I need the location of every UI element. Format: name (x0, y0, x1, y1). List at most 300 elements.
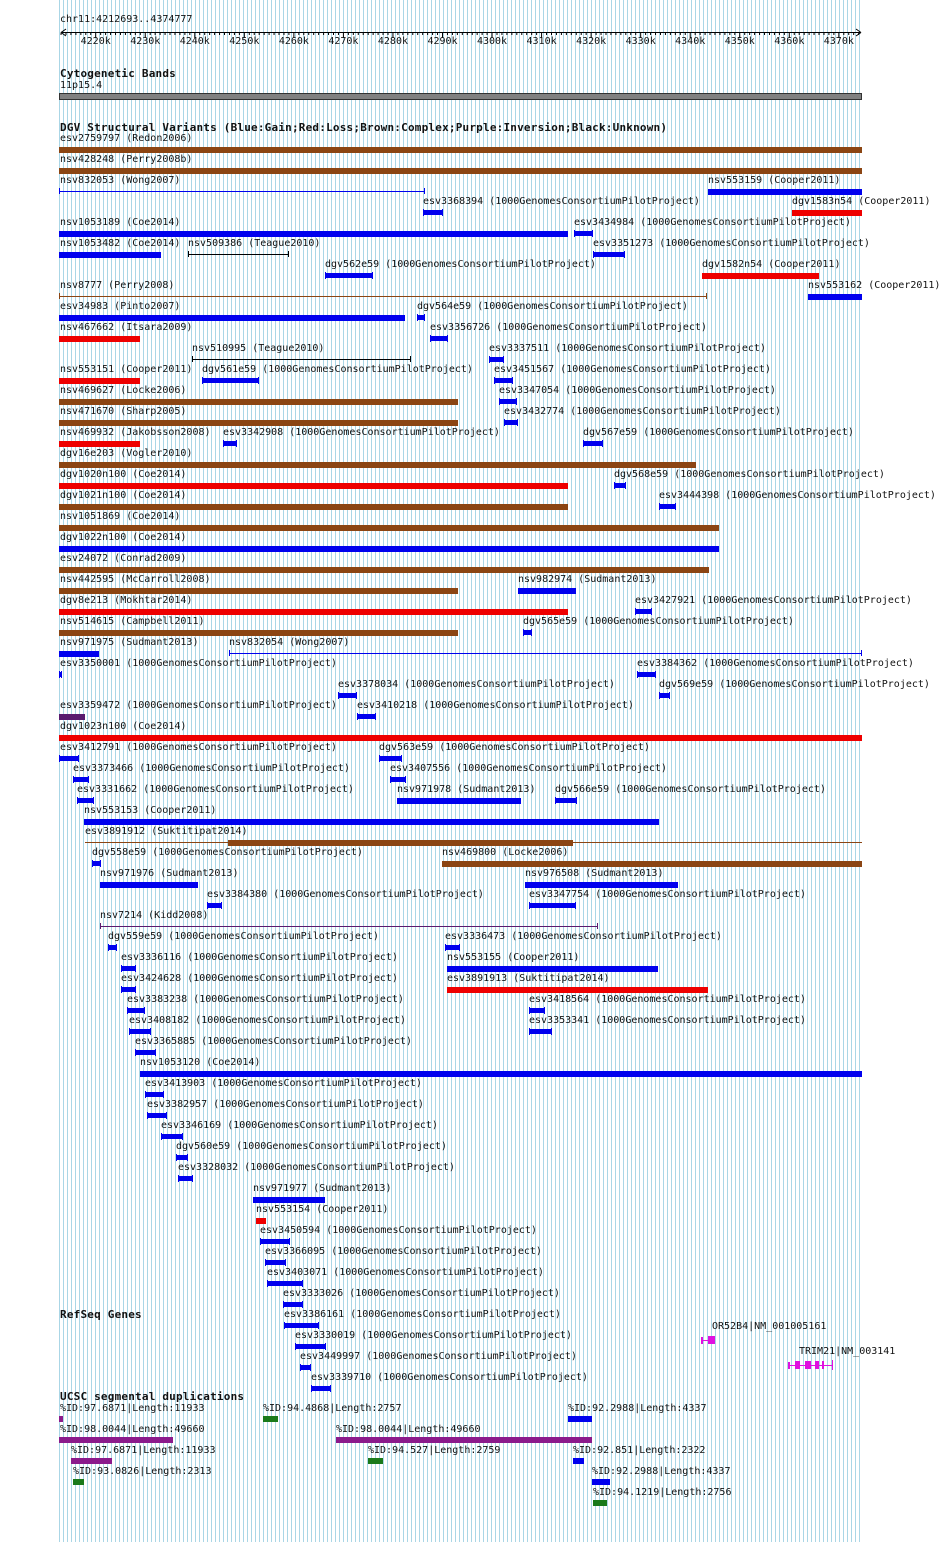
dgv-feature-cap[interactable] (504, 419, 505, 426)
dgv-feature-bar[interactable] (59, 714, 85, 720)
dgv-feature-cap[interactable] (624, 251, 625, 258)
dgv-feature-cap[interactable] (489, 356, 490, 363)
dgv-feature-block[interactable] (490, 357, 503, 362)
dgv-feature-block[interactable] (266, 1260, 285, 1265)
dgv-feature-bar[interactable] (140, 1071, 862, 1077)
dgv-feature-cap[interactable] (178, 1175, 179, 1182)
dgv-feature-cap[interactable] (445, 944, 446, 951)
dgv-feature-block[interactable] (424, 210, 442, 215)
segdup-bar[interactable] (59, 1437, 173, 1443)
dgv-feature-cap[interactable] (575, 902, 576, 909)
dgv-feature-cap[interactable] (61, 671, 62, 678)
dgv-feature-cap[interactable] (517, 419, 518, 426)
dgv-feature-cap[interactable] (592, 230, 593, 237)
segdup-bar[interactable] (73, 1479, 84, 1485)
dgv-feature-cap[interactable] (150, 1028, 151, 1035)
dgv-feature-bar[interactable] (59, 420, 458, 426)
dgv-feature-cap[interactable] (202, 377, 203, 384)
dgv-feature-block[interactable] (162, 1134, 182, 1139)
dgv-feature-cap[interactable] (405, 776, 406, 783)
dgv-feature-bar[interactable] (59, 651, 99, 657)
dgv-feature-bar[interactable] (442, 861, 862, 867)
dgv-feature-label: esv3412791 (1000GenomesConsortiumPilotProject) (60, 742, 337, 753)
dgv-feature-bar[interactable] (59, 252, 161, 258)
dgv-feature-cap[interactable] (92, 860, 93, 867)
dgv-feature-line-cap[interactable] (288, 251, 289, 257)
dgv-feature-label: dgv561e59 (1000GenomesConsortiumPilotProject) (202, 364, 473, 375)
dgv-feature-cap[interactable] (614, 482, 615, 489)
dgv-feature-block[interactable] (74, 777, 88, 782)
dgv-feature-cap[interactable] (283, 1301, 284, 1308)
dgv-feature-cap[interactable] (93, 797, 94, 804)
dgv-feature-line[interactable] (59, 296, 707, 297)
dgv-feature-cap[interactable] (121, 965, 122, 972)
dgv-feature-label: esv3333026 (1000GenomesConsortiumPilotProject) (283, 1288, 560, 1299)
segdup-bar[interactable] (568, 1416, 592, 1422)
dgv-feature-label: nsv982974 (Sudmant2013) (518, 574, 657, 585)
dgv-feature-bar[interactable] (702, 273, 819, 279)
dgv-feature-block[interactable] (660, 693, 669, 698)
dgv-feature-cap[interactable] (430, 335, 431, 342)
dgv-feature-label: esv3347054 (1000GenomesConsortiumPilotProject) (499, 385, 776, 396)
dgv-feature-bar[interactable] (59, 147, 862, 153)
segdup-bar[interactable] (592, 1479, 610, 1485)
dgv-feature-cap[interactable] (73, 776, 74, 783)
dgv-feature-label: esv3351273 (1000GenomesConsortiumPilotProject) (593, 238, 870, 249)
dgv-feature-block[interactable] (530, 903, 575, 908)
dgv-feature-cap[interactable] (574, 230, 575, 237)
dgv-feature-line-cap[interactable] (424, 188, 425, 194)
dgv-feature-block[interactable] (109, 945, 116, 950)
dgv-feature-cap[interactable] (318, 1322, 319, 1329)
dgv-feature-cap[interactable] (265, 1259, 266, 1266)
dgv-feature-block[interactable] (636, 609, 651, 614)
dgv-feature-cap[interactable] (78, 755, 79, 762)
dgv-feature-cap[interactable] (182, 1133, 183, 1140)
dgv-feature-cap[interactable] (155, 1049, 156, 1056)
dgv-feature-cap[interactable] (531, 629, 532, 636)
dgv-feature-cap[interactable] (494, 377, 495, 384)
dgv-feature-block[interactable] (136, 1050, 155, 1055)
track-title-dgv[interactable]: DGV Structural Variants (Blue:Gain;Red:Loss;Brown:Complex;Purple:Inversion;Black:Unknown) (60, 121, 668, 134)
dgv-feature-cap[interactable] (529, 1007, 530, 1014)
dgv-feature-cap[interactable] (669, 692, 670, 699)
dgv-feature-cap[interactable] (289, 1238, 290, 1245)
dgv-feature-cap[interactable] (88, 776, 89, 783)
dgv-feature-cap[interactable] (424, 314, 425, 321)
dgv-feature-label: nsv553154 (Cooper2011) (256, 1204, 389, 1215)
dgv-feature-line-cap[interactable] (59, 293, 60, 299)
dgv-feature-bar[interactable] (59, 441, 140, 447)
dgv-feature-block[interactable] (261, 1239, 289, 1244)
dgv-feature-label: esv3350001 (1000GenomesConsortiumPilotProject) (60, 658, 337, 669)
dgv-feature-label: esv3378034 (1000GenomesConsortiumPilotProject) (338, 679, 615, 690)
dgv-feature-cap[interactable] (295, 1343, 296, 1350)
dgv-feature-label: dgv1023n100 (Coe2014) (60, 721, 187, 732)
dgv-feature-bar[interactable] (59, 483, 568, 489)
dgv-feature-line-cap[interactable] (229, 650, 230, 656)
dgv-feature-cap[interactable] (163, 1091, 164, 1098)
dgv-feature-cap[interactable] (390, 776, 391, 783)
dgv-feature-block[interactable] (495, 378, 512, 383)
dgv-feature-cap[interactable] (675, 503, 676, 510)
dgv-feature-cap[interactable] (116, 944, 117, 951)
dgv-feature-block[interactable] (660, 504, 675, 509)
gene-exon[interactable] (815, 1361, 819, 1369)
segdup-bar[interactable] (368, 1458, 383, 1464)
dgv-feature-label: esv3365885 (1000GenomesConsortiumPilotProject) (135, 1036, 412, 1047)
segdup-bar[interactable] (336, 1437, 592, 1443)
dgv-feature-label: nsv7214 (Kidd2008) (100, 910, 209, 921)
dgv-feature-cap[interactable] (121, 986, 122, 993)
dgv-feature-block[interactable] (296, 1344, 325, 1349)
gene-exon[interactable] (805, 1361, 811, 1369)
dgv-feature-cap[interactable] (100, 860, 101, 867)
dgv-feature-label: nsv8777 (Perry2008) (60, 280, 175, 291)
dgv-feature-bar[interactable] (59, 504, 568, 510)
dgv-feature-bar[interactable] (59, 462, 696, 468)
dgv-feature-block[interactable] (326, 273, 372, 278)
dgv-feature-bar[interactable] (59, 630, 458, 636)
dgv-feature-bar[interactable] (59, 567, 709, 573)
segdup-bar[interactable] (59, 1416, 63, 1422)
dgv-feature-label: esv3450594 (1000GenomesConsortiumPilotProject) (260, 1225, 537, 1236)
dgv-feature-bar[interactable] (397, 798, 521, 804)
dgv-feature-cap[interactable] (635, 608, 636, 615)
dgv-feature-block[interactable] (638, 672, 655, 677)
dgv-feature-block[interactable] (60, 756, 78, 761)
dgv-feature-cap[interactable] (166, 1112, 167, 1119)
dgv-feature-cap[interactable] (236, 440, 237, 447)
dgv-feature-label: dgv1583n54 (Cooper2011) (792, 196, 931, 207)
dgv-feature-cap[interactable] (401, 755, 402, 762)
dgv-feature-block[interactable] (615, 483, 625, 488)
dgv-feature-cap[interactable] (593, 251, 594, 258)
dgv-feature-cap[interactable] (442, 209, 443, 216)
dgv-feature-cap[interactable] (285, 1259, 286, 1266)
dgv-feature-cap[interactable] (135, 986, 136, 993)
dgv-feature-label: esv3359472 (1000GenomesConsortiumPilotProject) (60, 700, 337, 711)
dgv-feature-cap[interactable] (529, 1028, 530, 1035)
dgv-feature-cap[interactable] (625, 482, 626, 489)
dgv-feature-cap[interactable] (499, 398, 500, 405)
ruler-tick-label: 4370k (823, 36, 854, 47)
ruler-tick-label: 4300k (476, 36, 508, 47)
dgv-feature-bar[interactable] (59, 336, 140, 342)
dgv-feature-label: nsv971976 (Sudmant2013) (100, 868, 239, 879)
dgv-feature-bar[interactable] (59, 378, 140, 384)
dgv-feature-cap[interactable] (207, 902, 208, 909)
dgv-feature-block[interactable] (446, 945, 459, 950)
dgv-feature-label: dgv560e59 (1000GenomesConsortiumPilotProject) (176, 1141, 447, 1152)
dgv-feature-cap[interactable] (187, 1154, 188, 1161)
dgv-feature-label: esv3368394 (1000GenomesConsortiumPilotProject) (423, 196, 700, 207)
dgv-feature-label: dgv1022n100 (Coe2014) (60, 532, 187, 543)
segdup-bar[interactable] (593, 1500, 607, 1506)
dgv-feature-label: esv3891912 (Suktitipat2014) (85, 826, 248, 837)
dgv-feature-cap[interactable] (325, 1343, 326, 1350)
dgv-feature-block[interactable] (203, 378, 258, 383)
dgv-feature-cap[interactable] (330, 1385, 331, 1392)
dgv-feature-label: nsv553153 (Cooper2011) (84, 805, 217, 816)
dgv-feature-label: dgv568e59 (1000GenomesConsortiumPilotProject) (614, 469, 885, 480)
dgv-feature-label: esv3342908 (1000GenomesConsortiumPilotProject) (223, 427, 500, 438)
dgv-feature-line[interactable] (100, 926, 598, 927)
dgv-feature-block[interactable] (500, 399, 516, 404)
dgv-feature-block[interactable] (575, 231, 592, 236)
dgv-feature-cap[interactable] (372, 272, 373, 279)
ruler-tick-label: 4280k (377, 36, 409, 47)
dgv-feature-bar[interactable] (792, 210, 862, 216)
dgv-feature-block[interactable] (312, 1386, 330, 1391)
dgv-feature-bar[interactable] (447, 966, 658, 972)
dgv-feature-block[interactable] (584, 441, 602, 446)
dgv-feature-block[interactable] (358, 714, 375, 719)
dgv-feature-bar[interactable] (59, 315, 405, 321)
dgv-feature-cap[interactable] (258, 377, 259, 384)
dgv-feature-cap[interactable] (459, 944, 460, 951)
dgv-feature-line[interactable] (229, 653, 862, 654)
dgv-feature-cap[interactable] (192, 1175, 193, 1182)
dgv-feature-label: esv3384362 (1000GenomesConsortiumPilotProject) (637, 658, 914, 669)
cytoband-bar[interactable] (59, 93, 862, 100)
dgv-feature-label: nsv976508 (Sudmant2013) (525, 868, 664, 879)
ruler-tick-label: 4320k (576, 36, 607, 47)
dgv-feature-block[interactable] (530, 1029, 551, 1034)
dgv-feature-label: esv3451567 (1000GenomesConsortiumPilotProject) (494, 364, 771, 375)
dgv-feature-label: dgv562e59 (1000GenomesConsortiumPilotProject) (325, 259, 596, 270)
dgv-feature-line[interactable] (192, 359, 411, 360)
dgv-feature-cap[interactable] (516, 398, 517, 405)
dgv-feature-label: esv3346169 (1000GenomesConsortiumPilotProject) (161, 1120, 438, 1131)
dgv-feature-block[interactable] (284, 1302, 302, 1307)
dgv-feature-block[interactable] (431, 336, 447, 341)
dgv-feature-cap[interactable] (284, 1322, 285, 1329)
dgv-feature-label: nsv1053482 (Coe2014) (60, 238, 181, 249)
dgv-feature-cap[interactable] (302, 1301, 303, 1308)
dgv-feature-cap[interactable] (108, 944, 109, 951)
dgv-feature-block[interactable] (78, 798, 93, 803)
dgv-feature-label: nsv553159 (Cooper2011) (708, 175, 841, 186)
dgv-feature-block[interactable] (530, 1008, 544, 1013)
dgv-feature-cap[interactable] (147, 1112, 148, 1119)
dgv-feature-cap[interactable] (529, 902, 530, 909)
dgv-feature-label: dgv569e59 (1000GenomesConsortiumPilotProject) (659, 679, 930, 690)
dgv-feature-block[interactable] (128, 1008, 144, 1013)
dgv-feature-label: esv3403071 (1000GenomesConsortiumPilotProject) (267, 1267, 544, 1278)
ruler-tick-label: 4260k (278, 36, 309, 47)
dgv-feature-label: esv3432774 (1000GenomesConsortiumPilotProject) (504, 406, 781, 417)
dgv-feature-block[interactable] (556, 798, 576, 803)
dgv-feature-bar[interactable] (228, 840, 573, 846)
dgv-feature-cap[interactable] (503, 356, 504, 363)
dgv-feature-label: nsv971977 (Sudmant2013) (253, 1183, 392, 1194)
dgv-feature-bar[interactable] (59, 399, 458, 405)
dgv-feature-cap[interactable] (602, 440, 603, 447)
dgv-feature-line-cap[interactable] (192, 356, 193, 362)
dgv-feature-cap[interactable] (555, 797, 556, 804)
dgv-feature-block[interactable] (146, 1092, 163, 1097)
dgv-feature-cap[interactable] (357, 713, 358, 720)
dgv-feature-cap[interactable] (583, 440, 584, 447)
dgv-feature-cap[interactable] (161, 1133, 162, 1140)
dgv-feature-block[interactable] (208, 903, 221, 908)
dgv-feature-label: nsv509386 (Teague2010) (188, 238, 321, 249)
dgv-feature-cap[interactable] (655, 671, 656, 678)
dgv-feature-block[interactable] (524, 630, 531, 635)
dgv-feature-label: esv3330019 (1000GenomesConsortiumPilotProject) (295, 1330, 572, 1341)
dgv-feature-cap[interactable] (576, 797, 577, 804)
dgv-feature-cap[interactable] (659, 692, 660, 699)
dgv-feature-cap[interactable] (338, 692, 339, 699)
dgv-feature-cap[interactable] (260, 1238, 261, 1245)
dgv-feature-cap[interactable] (135, 1049, 136, 1056)
track-title-segdups[interactable]: UCSC segmental duplications (60, 1390, 245, 1403)
dgv-feature-cap[interactable] (523, 629, 524, 636)
dgv-feature-label: dgv8e213 (Mokhtar2014) (60, 595, 193, 606)
dgv-feature-bar[interactable] (447, 987, 708, 993)
dgv-feature-cap[interactable] (551, 1028, 552, 1035)
dgv-feature-label: esv3891913 (Suktitipat2014) (447, 973, 610, 984)
dgv-feature-line[interactable] (188, 254, 289, 255)
dgv-feature-bar[interactable] (100, 882, 198, 888)
dgv-feature-cap[interactable] (144, 1007, 145, 1014)
dgv-feature-cap[interactable] (447, 335, 448, 342)
segdup-bar[interactable] (573, 1458, 584, 1464)
dgv-feature-cap[interactable] (379, 755, 380, 762)
dgv-feature-bar[interactable] (256, 1218, 266, 1224)
dgv-feature-block[interactable] (224, 441, 236, 446)
dgv-feature-label: nsv428248 (Perry2008b) (60, 154, 193, 165)
dgv-feature-cap[interactable] (325, 272, 326, 279)
dgv-feature-bar[interactable] (59, 231, 568, 237)
dgv-feature-block[interactable] (391, 777, 405, 782)
dgv-feature-block[interactable] (130, 1029, 150, 1034)
gene-exon[interactable] (795, 1361, 800, 1369)
dgv-feature-cap[interactable] (176, 1154, 177, 1161)
dgv-feature-cap[interactable] (59, 755, 60, 762)
dgv-feature-cap[interactable] (302, 1280, 303, 1287)
dgv-feature-label: dgv559e59 (1000GenomesConsortiumPilotProject) (108, 931, 379, 942)
dgv-feature-cap[interactable] (544, 1007, 545, 1014)
dgv-feature-block[interactable] (301, 1365, 310, 1370)
dgv-feature-label: nsv1053120 (Coe2014) (140, 1057, 261, 1068)
dgv-feature-line-cap[interactable] (59, 188, 60, 194)
dgv-feature-label: dgv558e59 (1000GenomesConsortiumPilotProject) (92, 847, 363, 858)
dgv-feature-cap[interactable] (659, 503, 660, 510)
dgv-feature-bar[interactable] (525, 882, 678, 888)
dgv-feature-block[interactable] (285, 1323, 318, 1328)
dgv-feature-line-cap[interactable] (100, 923, 101, 929)
dgv-feature-cap[interactable] (267, 1280, 268, 1287)
dgv-feature-cap[interactable] (77, 797, 78, 804)
dgv-feature-block[interactable] (93, 861, 100, 866)
dgv-feature-block[interactable] (148, 1113, 166, 1118)
dgv-feature-bar[interactable] (59, 546, 719, 552)
dgv-feature-cap[interactable] (59, 671, 60, 678)
dgv-feature-label: nsv1051869 (Coe2014) (60, 511, 181, 522)
dgv-feature-label: esv34983 (Pinto2007) (60, 301, 181, 312)
dgv-feature-bar[interactable] (808, 294, 862, 300)
dgv-feature-cap[interactable] (423, 209, 424, 216)
refseq-gene-label: TRIM21|NM_003141 (799, 1346, 896, 1357)
gene-arrow-icon[interactable] (788, 1362, 790, 1369)
dgv-feature-bar[interactable] (59, 525, 719, 531)
dgv-feature-label: esv24072 (Conrad2009) (60, 553, 187, 564)
dgv-feature-bar[interactable] (708, 189, 862, 195)
dgv-feature-line-cap[interactable] (410, 356, 411, 362)
gene-exon[interactable] (822, 1361, 824, 1369)
dgv-feature-cap[interactable] (129, 1028, 130, 1035)
segdup-label: %ID:92.2988|Length:4337 (592, 1466, 731, 1477)
dgv-feature-cap[interactable] (512, 377, 513, 384)
dgv-feature-cap[interactable] (356, 692, 357, 699)
dgv-feature-block[interactable] (122, 966, 135, 971)
dgv-feature-block[interactable] (268, 1281, 302, 1286)
dgv-feature-bar[interactable] (59, 609, 568, 615)
dgv-feature-block[interactable] (505, 420, 517, 425)
segdup-bar[interactable] (71, 1458, 112, 1464)
dgv-feature-cap[interactable] (145, 1091, 146, 1098)
dgv-feature-cap[interactable] (375, 713, 376, 720)
dgv-feature-cap[interactable] (310, 1364, 311, 1371)
dgv-feature-bar[interactable] (84, 819, 659, 825)
dgv-feature-bar[interactable] (59, 735, 862, 741)
track-title-refseq-genes[interactable]: RefSeq Genes (60, 1308, 142, 1321)
segdup-bar[interactable] (263, 1416, 278, 1422)
dgv-feature-label: esv3331662 (1000GenomesConsortiumPilotProject) (77, 784, 354, 795)
dgv-feature-label: esv3444398 (1000GenomesConsortiumPilotProject) (659, 490, 936, 501)
dgv-feature-bar[interactable] (59, 168, 862, 174)
dgv-feature-label: dgv1020n100 (Coe2014) (60, 469, 187, 480)
dgv-feature-bar[interactable] (518, 588, 576, 594)
track-title-cytogenetic-bands[interactable]: Cytogenetic Bands (60, 67, 176, 80)
gene-end-mark[interactable] (832, 1360, 833, 1370)
dgv-feature-cap[interactable] (221, 902, 222, 909)
dgv-feature-label: esv3410218 (1000GenomesConsortiumPilotProject) (357, 700, 634, 711)
dgv-feature-line-cap[interactable] (597, 923, 598, 929)
dgv-feature-line-cap[interactable] (861, 650, 862, 656)
dgv-feature-cap[interactable] (127, 1007, 128, 1014)
gene-exon[interactable] (708, 1336, 715, 1344)
dgv-feature-cap[interactable] (223, 440, 224, 447)
dgv-feature-cap[interactable] (651, 608, 652, 615)
dgv-feature-bar[interactable] (59, 588, 458, 594)
dgv-feature-block[interactable] (177, 1155, 187, 1160)
dgv-feature-block[interactable] (339, 693, 356, 698)
dgv-feature-label: esv3413903 (1000GenomesConsortiumPilotProject) (145, 1078, 422, 1089)
dgv-feature-block[interactable] (179, 1176, 192, 1181)
dgv-feature-label: dgv1582n54 (Cooper2011) (702, 259, 841, 270)
dgv-feature-label: nsv510995 (Teague2010) (192, 343, 325, 354)
dgv-feature-label: esv3408182 (1000GenomesConsortiumPilotProject) (129, 1015, 406, 1026)
ruler-position: chr11:4212693..4374777 (60, 14, 193, 25)
dgv-feature-cap[interactable] (135, 965, 136, 972)
dgv-feature-label: nsv832053 (Wong2007) (60, 175, 181, 186)
dgv-feature-line[interactable] (59, 191, 425, 192)
dgv-feature-block[interactable] (594, 252, 624, 257)
dgv-feature-cap[interactable] (311, 1385, 312, 1392)
dgv-feature-line-cap[interactable] (706, 293, 707, 299)
dgv-feature-block[interactable] (380, 756, 401, 761)
dgv-feature-line-cap[interactable] (188, 251, 189, 257)
dgv-feature-cap[interactable] (300, 1364, 301, 1371)
dgv-feature-cap[interactable] (417, 314, 418, 321)
dgv-feature-bar[interactable] (253, 1197, 325, 1203)
dgv-feature-cap[interactable] (637, 671, 638, 678)
dgv-feature-label: esv3366095 (1000GenomesConsortiumPilotProject) (265, 1246, 542, 1257)
dgv-feature-block[interactable] (122, 987, 135, 992)
